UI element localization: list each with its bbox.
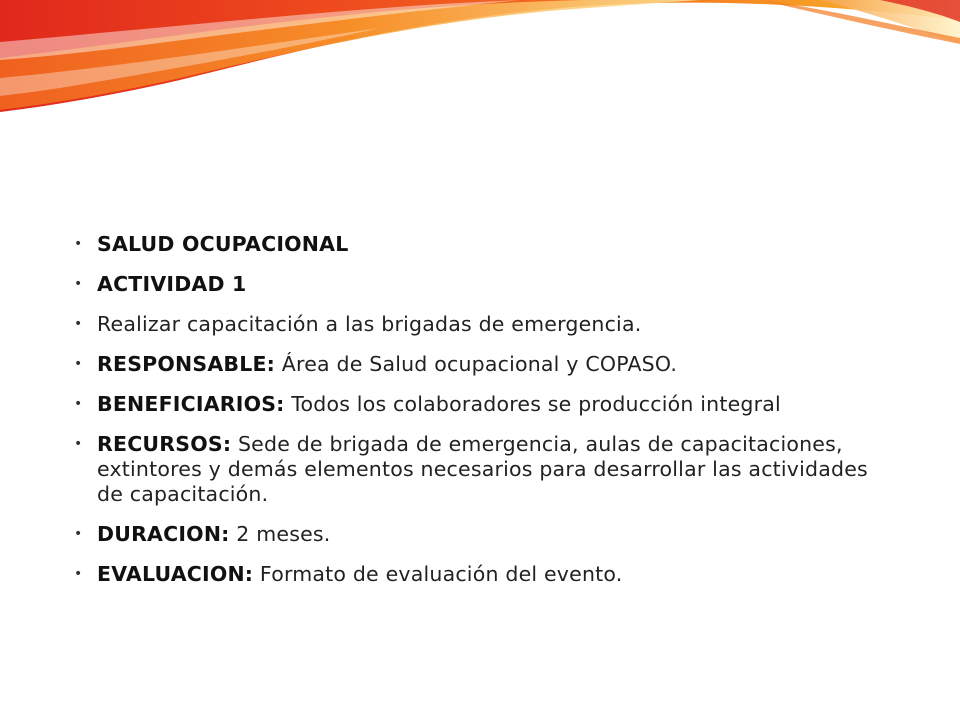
bullet-bold-label: RESPONSABLE:	[97, 352, 276, 376]
flame-wave-decoration	[0, 0, 960, 130]
bullet-bold-label: DURACION:	[97, 522, 230, 546]
bullet-bold-label: EVALUACION:	[97, 562, 254, 586]
bullet-content	[72, 232, 872, 602]
bullet-item	[72, 232, 872, 257]
bullet-item	[72, 392, 872, 417]
bullet-list	[72, 232, 872, 587]
bullet-bold-label: ACTIVIDAD 1	[97, 272, 247, 296]
bullet-text: 2 meses.	[229, 522, 331, 546]
bullet-dot-icon: •	[74, 396, 83, 412]
bullet-dot-icon: •	[74, 276, 83, 292]
bullet-item	[72, 272, 872, 297]
bullet-dot-icon: •	[74, 566, 83, 582]
bullet-item	[72, 562, 872, 587]
bullet-bold-label: BENEFICIARIOS:	[97, 392, 285, 416]
bullet-dot-icon: •	[74, 356, 83, 372]
bullet-dot-icon: •	[74, 236, 83, 252]
bullet-dot-icon: •	[74, 436, 83, 452]
bullet-bold-label: RECURSOS:	[97, 432, 232, 456]
bullet-text: Área de Salud ocupacional y COPASO.	[275, 352, 678, 376]
bullet-item	[72, 522, 872, 547]
bullet-text: Formato de evaluación del evento.	[253, 562, 623, 586]
bullet-item	[72, 432, 872, 507]
bullet-text: Sede de brigada de emergencia, aulas de capacitaciones, extintores y demás elementos necesarios para desarrollar las actividades de capacitación.	[97, 432, 868, 506]
bullet-text: Realizar capacitación a las brigadas de emergencia.	[97, 312, 642, 336]
bullet-item	[72, 352, 872, 377]
bullet-item	[72, 312, 872, 337]
bullet-dot-icon: •	[74, 526, 83, 542]
bullet-bold-label: SALUD OCUPACIONAL	[97, 232, 349, 256]
bullet-dot-icon: •	[74, 316, 83, 332]
bullet-text: Todos los colaboradores se producción integral	[284, 392, 781, 416]
